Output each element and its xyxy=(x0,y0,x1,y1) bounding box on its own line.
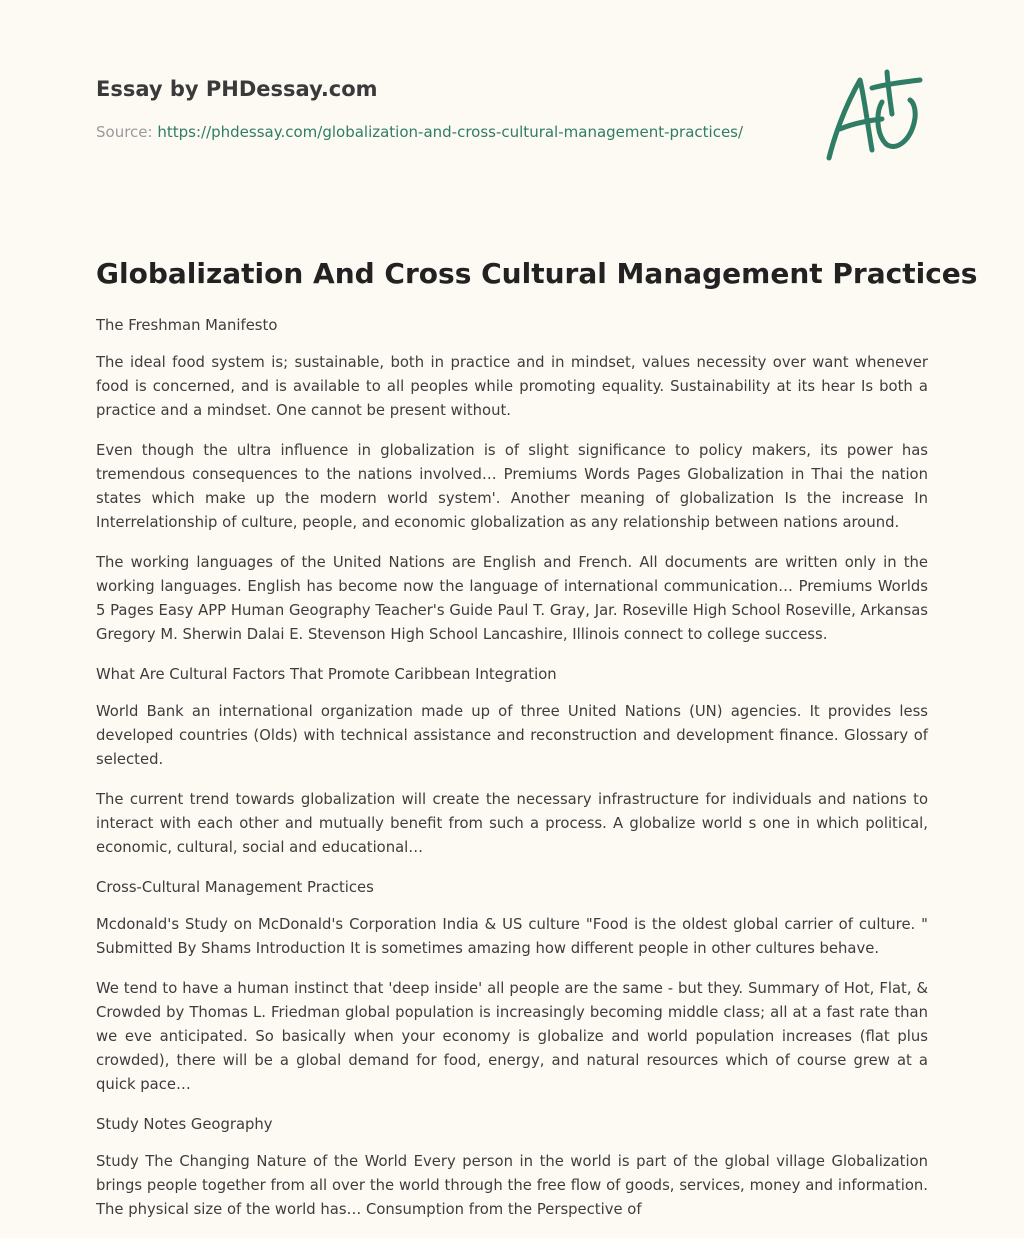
section-heading: Study Notes Geography xyxy=(96,1116,273,1133)
a-plus-logo-graphic xyxy=(820,66,930,166)
source-label: Source: xyxy=(96,123,153,141)
body-paragraph: Mcdonald's Study on McDonald's Corporation India & US culture "Food is the oldest global carrier of culture. " Submitted By Shams Introduction It is sometimes amazing how different people in other cultures behave. xyxy=(96,916,928,957)
document-header xyxy=(96,74,796,142)
source-line xyxy=(96,122,796,142)
body-paragraph: We tend to have a human instinct that 'deep inside' all people are the same - but they. Summary of Hot, Flat, & Crowded by Thomas L. Friedman global population is increasingly becoming middle class; all at a fast rate than we eve anticipated. So basically when your economy is globalize and world population increases (flat plus crowded), there will be a global demand for food, energy, and natural resources which of course grew at a quick pace… xyxy=(96,980,928,1093)
body-paragraph: Even though the ultra influence in globalization is of slight significance to policy makers, its power has tremendous consequences to the nations involved… Premiums Words Pages Globalization in Thai the nation states which make up the modern world system'. Another meaning of globalization Is the increase In Interrelationship of culture, people, and economic globalization as any relationship between nations around. xyxy=(96,442,928,531)
section-heading: Cross-Cultural Management Practices xyxy=(96,879,374,896)
brand-title: Essay by PHDessay.com xyxy=(96,77,378,101)
body-paragraph: The ideal food system is; sustainable, both in practice and in mindset, values necessity over want whenever food is concerned, and is available to all peoples while promoting equality. Sustainability at its hear Is both a practice and a mindset. One cannot be present without. xyxy=(96,354,928,419)
body-paragraph: World Bank an international organization made up of three United Nations (UN) agencies. It provides less developed countries (Olds) with technical assistance and reconstruction and development finance. Glossary of selected. xyxy=(96,703,928,768)
body-paragraph: The working languages of the United Nations are English and French. All documents are written only in the working languages. English has become now the language of international communication… Premiums Worlds 5 Pages Easy APP Human Geography Teacher's Guide Paul T. Gray, Jar. Roseville High School Roseville, Arkansas Gregory M. Sherwin Dalai E. Stevenson High School Lancashire, Illinois connect to college success. xyxy=(96,554,928,643)
essay-title: Globalization And Cross Cultural Management Practices xyxy=(96,257,978,290)
source-link[interactable]: https://phdessay.com/globalization-and-cross-cultural-management-practices/ xyxy=(157,123,744,141)
section-heading: What Are Cultural Factors That Promote Caribbean Integration xyxy=(96,666,557,683)
body-paragraph: Study The Changing Nature of the World Every person in the world is part of the global village Globalization brings people together from all over the world through the free flow of goods, services, money and information. The physical size of the world has… Consumption from the Perspective of xyxy=(96,1153,928,1218)
body-paragraph: The current trend towards globalization will create the necessary infrastructure for individuals and nations to interact with each other and mutually benefit from such a process. A globalize world s one in which political, economic, cultural, social and educational… xyxy=(96,791,928,856)
essay-body xyxy=(96,314,928,1238)
section-heading: The Freshman Manifesto xyxy=(96,317,278,334)
a-plus-logo xyxy=(820,66,930,166)
